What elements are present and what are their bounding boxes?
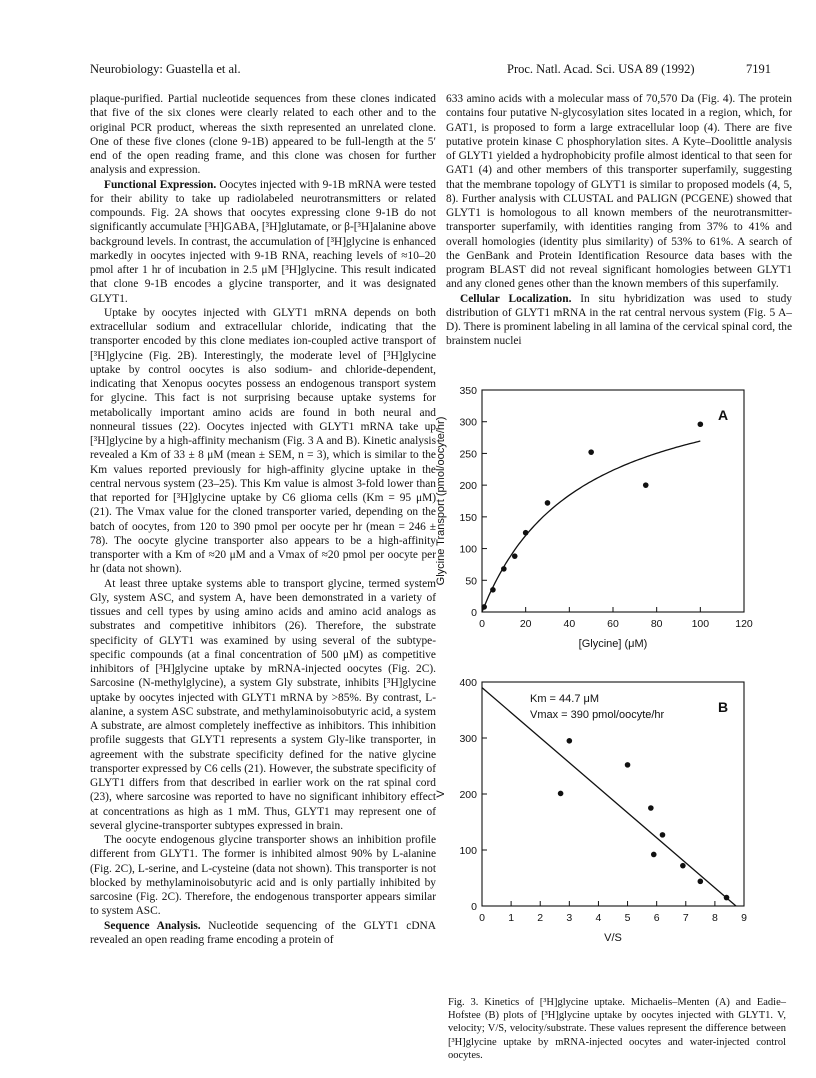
x-axis-label: V/S <box>604 932 622 944</box>
x-tick-label: 1 <box>508 912 515 924</box>
x-tick-label: 120 <box>735 618 753 630</box>
y-tick-label: 150 <box>459 511 477 524</box>
x-axis-label: [Glycine] (μM) <box>578 638 648 650</box>
paragraph: Uptake by oocytes injected with GLYT1 mRNA depends on both extracellular sodium and extracellular chloride, indicating that the transporter encoded by this clone mediates ion-coupled active transport of [³H]glycine (Fig. 2B). Interestingly, the moderate level of [³H]glycine uptake by control oocytes is also sodium- and chloride-dependent, indicating that Xenopus oocytes possess an endogenous transport system for glycine. This fact is not surprising because uptake systems for metabolically important amino acids are found in both neural and nonneural tissues (22). Oocytes injected with GLYT1 mRNA take up [³H]glycine by a high-affinity mechanism (Fig. 3 A and B). Kinetic analysis revealed a Km of 33 ± 8 μM (mean ± SEM, n = 3), which is similar to the Km values reported previously for high-affinity glycine uptake in the central nervous system (23–25). This Km value is almost 3-fold lower than that reported for [³H]glycine uptake by C6 glioma cells (Km = 95 μM) (21). The Vmax value for the cloned transporter varied, depending on the batch of oocytes, from 120 to 390 pmol per oocyte per hr (mean = 246 ± 78). The oocyte glycine transporter also appears to be a high-affinity transporter with a Km of ≈20 μM and a Vmax of ≈20 pmol per oocyte per hr (data not shown). <box>90 306 436 576</box>
x-tick-label: 0 <box>479 912 485 924</box>
x-tick-label: 2 <box>537 912 544 924</box>
figure-caption: Fig. 3. Kinetics of [³H]glycine uptake. Michaelis–Menten (A) and Eadie–Hofstee (B) plots of [³H]glycine uptake by oocytes injected with GLYT1. V, velocity; V/S, velocity/substrate. These values represent the difference between [³H]glycine uptake by mRNA-injected oocytes and water-injected control oocytes. <box>448 997 786 1061</box>
running-header-right: Proc. Natl. Acad. Sci. USA 89 (1992) <box>507 62 695 76</box>
data-point <box>698 879 704 885</box>
data-point <box>558 791 564 797</box>
fit-annotation: Km = 44.7 μM <box>530 693 600 705</box>
data-point <box>625 762 631 768</box>
panel-label: A <box>718 407 729 423</box>
y-tick-label: 200 <box>459 789 477 801</box>
fit-curve <box>482 441 700 612</box>
plot-frame <box>482 390 744 612</box>
left-column <box>90 92 436 947</box>
x-tick-label: 6 <box>653 912 660 924</box>
x-tick-label: 60 <box>607 618 619 630</box>
data-point <box>648 805 654 811</box>
y-axis-label: Glycine Transport (pmol/oocyte/hr) <box>435 416 447 586</box>
x-tick-label: 5 <box>624 912 631 924</box>
y-tick-label: 100 <box>459 543 477 556</box>
y-tick-label: 0 <box>471 607 477 619</box>
x-tick-label: 9 <box>741 912 747 924</box>
data-point <box>490 587 496 593</box>
y-tick-label: 250 <box>459 448 477 461</box>
y-tick-label: 300 <box>459 416 477 429</box>
figure-3-panel-a <box>426 374 786 660</box>
y-tick-label: 50 <box>465 575 477 588</box>
data-point <box>698 421 704 427</box>
x-tick-label: 20 <box>519 618 532 630</box>
data-point <box>588 449 594 455</box>
data-point <box>545 500 551 506</box>
x-tick-label: 80 <box>650 618 663 630</box>
x-tick-label: 4 <box>595 912 602 924</box>
right-column <box>446 92 792 349</box>
fit-annotation: Vmax = 390 pmol/oocyte/hr <box>530 709 665 721</box>
data-point <box>643 482 649 488</box>
paragraph: Sequence Analysis. Nucleotide sequencing of the GLYT1 cDNA revealed an open reading frame encoding a protein of <box>90 919 436 946</box>
paragraph: Cellular Localization. In situ hybridization was used to study distribution of GLYT1 mRNA in the rat central nervous system (Fig. 5 A–D). There is prominent labeling in all lamina of the cervical spinal cord, the brainstem nuclei <box>446 292 792 348</box>
figure-3-panel-b <box>426 672 786 972</box>
y-tick-label: 100 <box>459 845 477 857</box>
plot-a-group <box>435 385 753 650</box>
paragraph: At least three uptake systems able to transport glycine, termed system Gly, system ASC, and system A, have been demonstrated in a variety of tissues and cell types by using amino acids and amino acid analogs as substrates and competitive inhibitors (26). Therefore, the substrate specificity of GLYT1 was examined by using several of the subtype-specific compounds (at a final concentration of 500 μM) as competitive inhibitors of [³H]glycine uptake by mRNA-injected oocytes (Fig. 2C). Sarcosine (N-methylglycine), a system Gly substrate, inhibits [³H]glycine uptake by oocytes injected with GLYT1 mRNA by >85%. By contrast, L-alanine, a system ASC substrate, and methylaminoisobutyric acid, a system A substrate, are almost completely ineffective as inhibitors. This inhibition profile suggests that GLYT1 represents a system Gly-like transporter, in agreement with the substrate specificity defined for the native glycine transporter expressed by C6 cells (21). However, the substrate specificity of GLYT1 differs from that described in earlier work on the rat spinal cord (23), where sarcosine was reported to have no significant inhibitory effect at concentrations as high as 1 mM. Thus, GLYT1 may represent one of several glycine-transporter subtypes expressed in brain. <box>90 577 436 832</box>
data-point <box>512 553 518 559</box>
plot-b-group <box>435 677 747 944</box>
paragraph: The oocyte endogenous glycine transporter shows an inhibition profile different from GLYT1. The former is inhibited almost 90% by L-alanine (Fig. 2C), L-serine, and L-cysteine (data not shown). This transporter is not blocked by methylaminoisobutyric acid and is only partially inhibited by sarcosine (Fig. 2C). Therefore, the endogenous transporter appears similar to system ASC. <box>90 834 436 918</box>
y-tick-label: 350 <box>459 385 477 397</box>
x-tick-label: 7 <box>682 912 689 924</box>
section-heading: Sequence Analysis. <box>104 919 201 932</box>
paragraph: plaque-purified. Partial nucleotide sequences from these clones indicated that five of the six clones were clearly related to each other and to the original PCR product, whereas the sixth represented an unrelated clone. One of these five clones (clone 9-1B) appeared to be full-length at the 5′ end of the open reading frame, and this clone was chosen for further analysis and expression. <box>90 93 436 177</box>
data-point <box>680 863 686 869</box>
data-point <box>724 895 730 901</box>
y-tick-label: 300 <box>459 733 477 745</box>
y-tick-label: 200 <box>459 480 477 493</box>
panel-label: B <box>718 699 729 715</box>
section-heading: Functional Expression. <box>104 178 217 191</box>
paragraph: Functional Expression. Oocytes injected with 9-1B mRNA were tested for their ability to take up radiolabeled neurotransmitters or related compounds. Fig. 2A shows that oocytes expressing clone 9-1B do not significantly accumulate [³H]GABA, [³H]glutamate, or β-[³H]alanine above background levels. In contrast, the accumulation of [³H]glycine is enhanced markedly in oocytes injected with 9-1B RNA, reaching levels of ≈10–20 pmol after 1 hr of incubation in 2.5 μM [³H]glycine. This result indicated that clone 9-1B encodes a glycine transporter, and it was designated GLYT1. <box>90 178 436 305</box>
section-heading: Cellular Localization. <box>460 292 572 305</box>
page-number: 7191 <box>746 62 771 76</box>
data-point <box>501 566 507 572</box>
x-tick-label: 0 <box>479 618 485 630</box>
data-point <box>567 738 573 744</box>
x-tick-label: 8 <box>711 912 718 924</box>
data-point <box>651 852 657 858</box>
x-tick-label: 100 <box>691 618 710 630</box>
x-tick-label: 40 <box>563 618 576 630</box>
y-tick-label: 0 <box>471 901 477 913</box>
running-header-left: Neurobiology: Guastella et al. <box>90 62 241 76</box>
data-point <box>523 530 529 536</box>
paragraph: 633 amino acids with a molecular mass of 70,570 Da (Fig. 4). The protein contains four putative N-glycosylation sites located in a region, which, for GAT1, is proposed to form a large extracellular loop (4). There are five putative protein kinase C phosphorylation sites. A Kyte–Doolittle analysis of GLYT1 yielded a hydrophobicity profile almost identical to that seen for GAT1 (4) and other members of this transporter superfamily, suggesting that the membrane topology of GLYT1 is similar to proposed models (4, 5, 8). Further analysis with CLUSTAL and PALIGN (PCGENE) showed that GLYT1 is homologous to all known members of the neurotransmitter-transporter superfamily, with identities ranging from 37% to 41% and overall homologies (identity plus similarity) of 53% to 61%. A search of the GenBank and Protein Identification Resource data bases with the program BLAST did not reveal significant homologies between GLYT1 and any cloned genes other than the known members of this superfamily. <box>446 93 792 291</box>
y-axis-label: V <box>435 790 447 798</box>
x-tick-label: 3 <box>566 912 573 924</box>
data-point <box>481 604 487 610</box>
data-point <box>660 832 666 838</box>
y-tick-label: 400 <box>459 677 477 689</box>
